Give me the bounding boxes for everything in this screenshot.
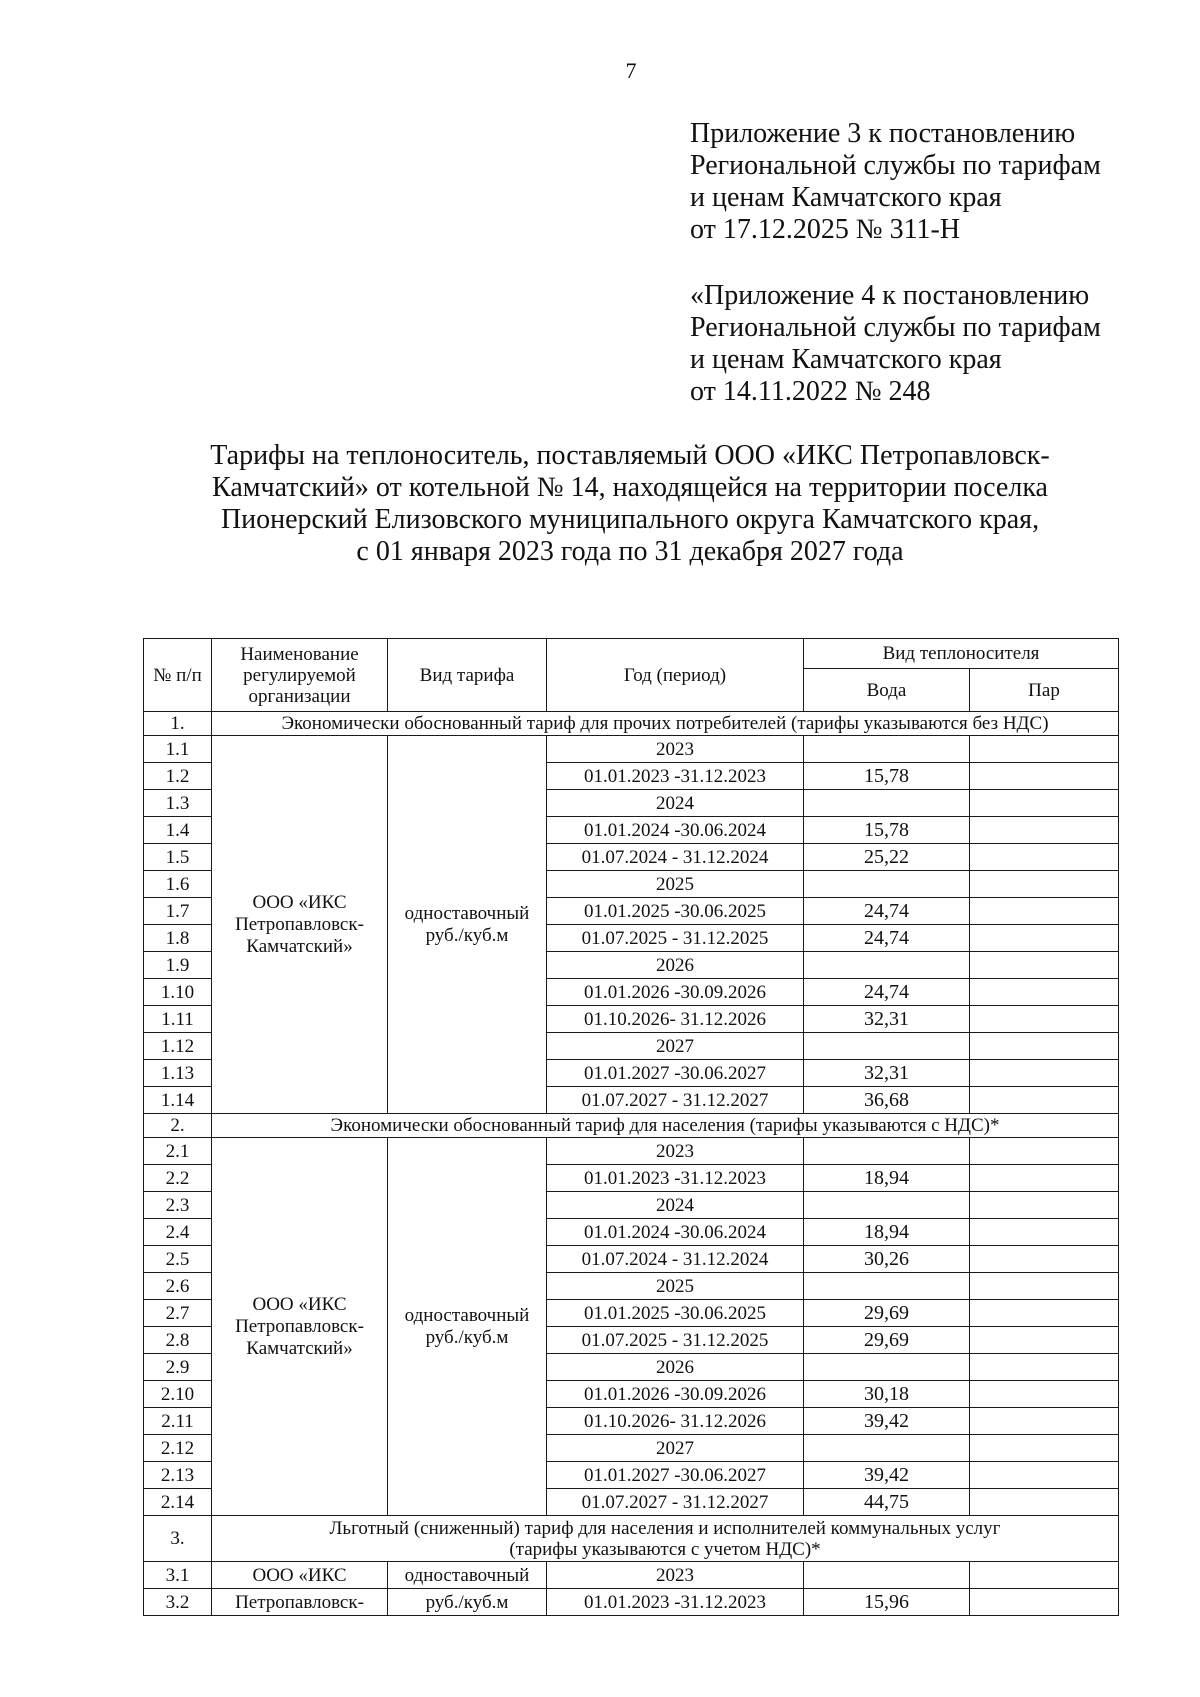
water-tariff-cell: 24,74 bbox=[804, 898, 970, 925]
section-title-line: Льготный (сниженный) тариф для населения и исполнителей коммунальных услуг bbox=[329, 1517, 1001, 1539]
water-tariff-cell: 24,74 bbox=[804, 925, 970, 952]
row-number: 3.2 bbox=[144, 1589, 212, 1616]
steam-tariff-cell bbox=[970, 1435, 1119, 1462]
row-number: 2.12 bbox=[144, 1435, 212, 1462]
section-number: 1. bbox=[144, 712, 212, 736]
period-cell: 2026 bbox=[547, 952, 804, 979]
steam-tariff-cell bbox=[970, 763, 1119, 790]
water-tariff-cell: 30,26 bbox=[804, 1246, 970, 1273]
water-tariff-cell: 29,69 bbox=[804, 1327, 970, 1354]
appendix-reference-original bbox=[690, 280, 1101, 408]
period-cell: 01.10.2026- 31.12.2026 bbox=[547, 1408, 804, 1435]
steam-tariff-cell bbox=[970, 898, 1119, 925]
organization-name: Петропавловск- bbox=[212, 1589, 388, 1616]
period-cell: 01.07.2027 - 31.12.2027 bbox=[547, 1489, 804, 1516]
water-tariff-cell bbox=[804, 790, 970, 817]
steam-tariff-cell bbox=[970, 1327, 1119, 1354]
section-title bbox=[212, 1516, 1119, 1562]
water-tariff-cell: 15,78 bbox=[804, 763, 970, 790]
row-number: 1.13 bbox=[144, 1060, 212, 1087]
steam-tariff-cell bbox=[970, 1006, 1119, 1033]
row-number: 1.1 bbox=[144, 736, 212, 763]
appendix-line: и ценам Камчатского края bbox=[690, 344, 1002, 375]
period-cell: 2027 bbox=[547, 1033, 804, 1060]
water-tariff-cell bbox=[804, 952, 970, 979]
water-tariff-cell bbox=[804, 1273, 970, 1300]
page-number: 7 bbox=[625, 58, 637, 83]
water-tariff-cell bbox=[804, 1435, 970, 1462]
steam-tariff-cell bbox=[970, 1033, 1119, 1060]
water-tariff-cell bbox=[804, 1562, 970, 1589]
water-tariff-cell bbox=[804, 1354, 970, 1381]
water-tariff-cell: 24,74 bbox=[804, 979, 970, 1006]
period-cell: 2023 bbox=[547, 736, 804, 763]
steam-tariff-cell bbox=[970, 1408, 1119, 1435]
row-number: 1.11 bbox=[144, 1006, 212, 1033]
section-header-row bbox=[144, 1114, 1119, 1138]
organization-name: ООО «ИКС bbox=[212, 1562, 388, 1589]
water-tariff-cell: 18,94 bbox=[804, 1165, 970, 1192]
steam-tariff-cell bbox=[970, 1138, 1119, 1165]
water-tariff-cell: 36,68 bbox=[804, 1087, 970, 1114]
row-number: 3.1 bbox=[144, 1562, 212, 1589]
row-number: 2.7 bbox=[144, 1300, 212, 1327]
water-tariff-cell: 39,42 bbox=[804, 1408, 970, 1435]
header-water: Вода bbox=[804, 669, 970, 712]
appendix-line: Региональной службы по тарифам bbox=[690, 312, 1101, 343]
title-line: Тарифы на теплоноситель, поставляемый ООО «ИКС Петропавловск- bbox=[210, 440, 1050, 471]
title-line: Пионерский Елизовского муниципального округа Камчатского края, bbox=[220, 504, 1040, 535]
row-number: 2.3 bbox=[144, 1192, 212, 1219]
tariff-kind: руб./куб.м bbox=[388, 1589, 547, 1616]
row-number: 1.7 bbox=[144, 898, 212, 925]
period-cell: 01.01.2026 -30.09.2026 bbox=[547, 1381, 804, 1408]
table-row bbox=[144, 1562, 1119, 1589]
period-cell: 01.07.2027 - 31.12.2027 bbox=[547, 1087, 804, 1114]
title-line: Камчатский» от котельной № 14, находящейся на территории поселка bbox=[212, 472, 1048, 503]
water-tariff-cell: 15,78 bbox=[804, 817, 970, 844]
period-cell: 01.07.2024 - 31.12.2024 bbox=[547, 1246, 804, 1273]
water-tariff-cell bbox=[804, 736, 970, 763]
steam-tariff-cell bbox=[970, 979, 1119, 1006]
row-number: 1.5 bbox=[144, 844, 212, 871]
tariff-kind: одноставочный руб./куб.м bbox=[388, 1138, 547, 1516]
row-number: 2.5 bbox=[144, 1246, 212, 1273]
steam-tariff-cell bbox=[970, 1381, 1119, 1408]
steam-tariff-cell bbox=[970, 952, 1119, 979]
row-number: 1.9 bbox=[144, 952, 212, 979]
steam-tariff-cell bbox=[970, 1354, 1119, 1381]
period-cell: 01.01.2027 -30.06.2027 bbox=[547, 1060, 804, 1087]
period-cell: 01.07.2025 - 31.12.2025 bbox=[547, 925, 804, 952]
period-cell: 01.10.2026- 31.12.2026 bbox=[547, 1006, 804, 1033]
row-number: 2.1 bbox=[144, 1138, 212, 1165]
appendix-line: Региональной службы по тарифам bbox=[690, 150, 1101, 181]
row-number: 1.3 bbox=[144, 790, 212, 817]
appendix-line: Приложение 3 к постановлению bbox=[690, 118, 1076, 149]
steam-tariff-cell bbox=[970, 1273, 1119, 1300]
header-tariff-kind: Вид тарифа bbox=[388, 639, 547, 712]
water-tariff-cell bbox=[804, 1033, 970, 1060]
row-number: 1.12 bbox=[144, 1033, 212, 1060]
steam-tariff-cell bbox=[970, 871, 1119, 898]
row-number: 2.13 bbox=[144, 1462, 212, 1489]
period-cell: 2026 bbox=[547, 1354, 804, 1381]
header-period: Год (период) bbox=[547, 639, 804, 712]
section-title-line: (тарифы указываются с учетом НДС)* bbox=[509, 1538, 821, 1560]
steam-tariff-cell bbox=[970, 1087, 1119, 1114]
appendix-reference-current bbox=[690, 118, 1101, 246]
title-line: с 01 января 2023 года по 31 декабря 2027 года bbox=[356, 536, 904, 567]
row-number: 2.10 bbox=[144, 1381, 212, 1408]
steam-tariff-cell bbox=[970, 1462, 1119, 1489]
header-heat-carrier: Вид теплоносителя bbox=[804, 639, 1119, 669]
period-cell: 2023 bbox=[547, 1138, 804, 1165]
steam-tariff-cell bbox=[970, 925, 1119, 952]
steam-tariff-cell bbox=[970, 1192, 1119, 1219]
period-cell: 2025 bbox=[547, 871, 804, 898]
period-cell: 01.01.2024 -30.06.2024 bbox=[547, 1219, 804, 1246]
water-tariff-cell: 15,96 bbox=[804, 1589, 970, 1616]
tariff-table bbox=[143, 638, 1119, 1616]
period-cell: 2024 bbox=[547, 1192, 804, 1219]
appendix-line: и ценам Камчатского края bbox=[690, 182, 1002, 213]
period-cell: 01.01.2023 -31.12.2023 bbox=[547, 1589, 804, 1616]
row-number: 1.4 bbox=[144, 817, 212, 844]
steam-tariff-cell bbox=[970, 1489, 1119, 1516]
document-title bbox=[150, 440, 1110, 568]
row-number: 2.2 bbox=[144, 1165, 212, 1192]
steam-tariff-cell bbox=[970, 817, 1119, 844]
row-number: 2.9 bbox=[144, 1354, 212, 1381]
water-tariff-cell: 29,69 bbox=[804, 1300, 970, 1327]
row-number: 2.8 bbox=[144, 1327, 212, 1354]
water-tariff-cell: 18,94 bbox=[804, 1219, 970, 1246]
tariff-kind: одноставочный bbox=[388, 1562, 547, 1589]
section-header-row bbox=[144, 1516, 1119, 1562]
water-tariff-cell: 44,75 bbox=[804, 1489, 970, 1516]
row-number: 2.11 bbox=[144, 1408, 212, 1435]
steam-tariff-cell bbox=[970, 736, 1119, 763]
header-steam: Пар bbox=[970, 669, 1119, 712]
period-cell: 01.07.2025 - 31.12.2025 bbox=[547, 1327, 804, 1354]
period-cell: 01.01.2023 -31.12.2023 bbox=[547, 763, 804, 790]
appendix-line: от 17.12.2025 № 311-Н bbox=[690, 214, 961, 245]
water-tariff-cell: 30,18 bbox=[804, 1381, 970, 1408]
steam-tariff-cell bbox=[970, 1060, 1119, 1087]
row-number: 1.8 bbox=[144, 925, 212, 952]
organization-name: ООО «ИКС Петропавловск-Камчатский» bbox=[212, 736, 388, 1114]
period-cell: 01.07.2024 - 31.12.2024 bbox=[547, 844, 804, 871]
period-cell: 2023 bbox=[547, 1562, 804, 1589]
row-number: 1.10 bbox=[144, 979, 212, 1006]
steam-tariff-cell bbox=[970, 790, 1119, 817]
period-cell: 01.01.2023 -31.12.2023 bbox=[547, 1165, 804, 1192]
steam-tariff-cell bbox=[970, 1562, 1119, 1589]
water-tariff-cell bbox=[804, 1138, 970, 1165]
water-tariff-cell bbox=[804, 1192, 970, 1219]
water-tariff-cell bbox=[804, 871, 970, 898]
appendix-line: «Приложение 4 к постановлению bbox=[690, 280, 1090, 311]
row-number: 2.4 bbox=[144, 1219, 212, 1246]
section-title: Экономически обоснованный тариф для населения (тарифы указываются с НДС)* bbox=[212, 1114, 1119, 1138]
period-cell: 2027 bbox=[547, 1435, 804, 1462]
row-number: 2.14 bbox=[144, 1489, 212, 1516]
period-cell: 01.01.2025 -30.06.2025 bbox=[547, 898, 804, 925]
section-number: 3. bbox=[144, 1516, 212, 1562]
steam-tariff-cell bbox=[970, 1165, 1119, 1192]
tariff-kind: одноставочный руб./куб.м bbox=[388, 736, 547, 1114]
steam-tariff-cell bbox=[970, 1300, 1119, 1327]
header-num: № п/п bbox=[144, 639, 212, 712]
row-number: 1.6 bbox=[144, 871, 212, 898]
steam-tariff-cell bbox=[970, 1246, 1119, 1273]
water-tariff-cell: 25,22 bbox=[804, 844, 970, 871]
steam-tariff-cell bbox=[970, 1219, 1119, 1246]
period-cell: 01.01.2026 -30.09.2026 bbox=[547, 979, 804, 1006]
header-organization: Наименование регулируемой организации bbox=[212, 639, 388, 712]
water-tariff-cell: 32,31 bbox=[804, 1060, 970, 1087]
table-row bbox=[144, 736, 1119, 763]
period-cell: 2025 bbox=[547, 1273, 804, 1300]
row-number: 1.14 bbox=[144, 1087, 212, 1114]
period-cell: 2024 bbox=[547, 790, 804, 817]
period-cell: 01.01.2025 -30.06.2025 bbox=[547, 1300, 804, 1327]
row-number: 1.2 bbox=[144, 763, 212, 790]
organization-name: ООО «ИКС Петропавловск-Камчатский» bbox=[212, 1138, 388, 1516]
row-number: 2.6 bbox=[144, 1273, 212, 1300]
water-tariff-cell: 32,31 bbox=[804, 1006, 970, 1033]
section-title: Экономически обоснованный тариф для прочих потребителей (тарифы указываются без НДС) bbox=[212, 712, 1119, 736]
table-row bbox=[144, 1138, 1119, 1165]
period-cell: 01.01.2027 -30.06.2027 bbox=[547, 1462, 804, 1489]
period-cell: 01.01.2024 -30.06.2024 bbox=[547, 817, 804, 844]
water-tariff-cell: 39,42 bbox=[804, 1462, 970, 1489]
table-row bbox=[144, 1589, 1119, 1616]
steam-tariff-cell bbox=[970, 1589, 1119, 1616]
steam-tariff-cell bbox=[970, 844, 1119, 871]
section-header-row bbox=[144, 712, 1119, 736]
section-number: 2. bbox=[144, 1114, 212, 1138]
appendix-line: от 14.11.2022 № 248 bbox=[690, 376, 931, 407]
